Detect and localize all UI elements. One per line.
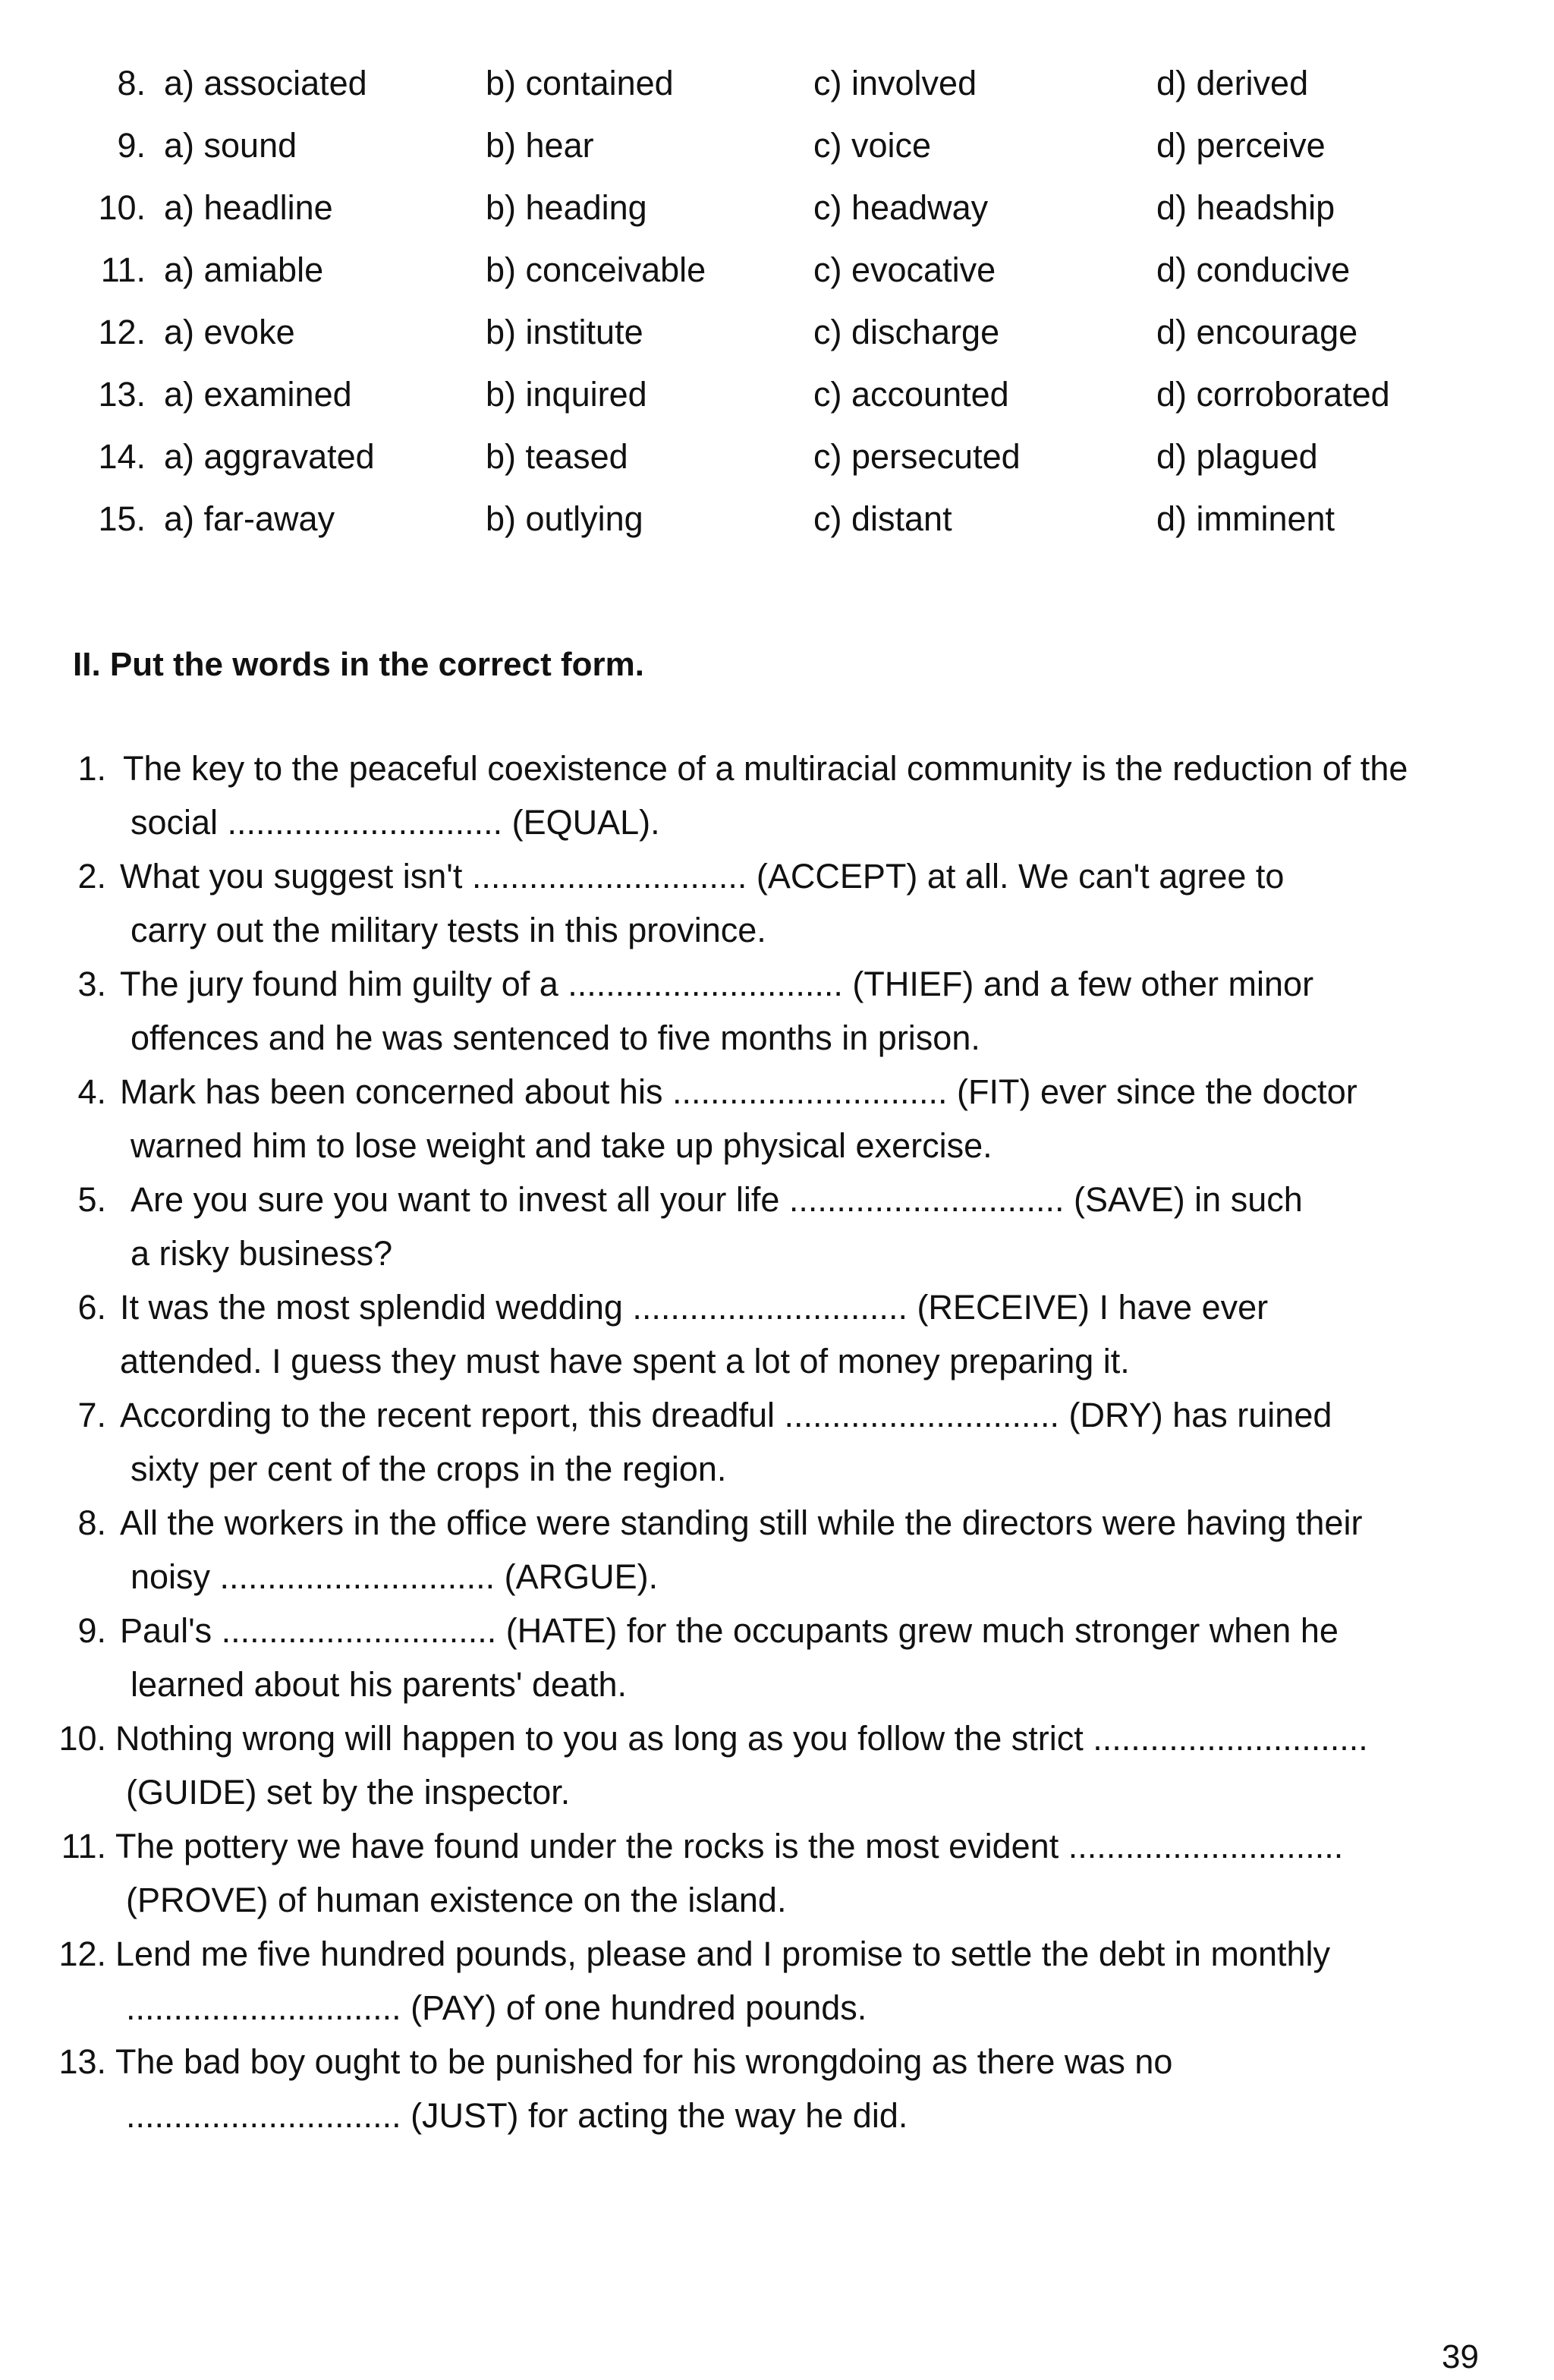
exercise-continuation-line — [0, 1227, 1554, 1280]
choice-row — [0, 244, 1554, 297]
option-d: d) perceive — [1156, 126, 1326, 165]
exercise-number: 7. — [77, 1396, 106, 1434]
option-c: c) distant — [813, 499, 952, 538]
exercise-sentence-text: attended. I guess they must have spent a lot of money preparing it. — [120, 1342, 1130, 1380]
exercise-sentence-text: (PROVE) of human existence on the island. — [126, 1881, 787, 1919]
choice-row — [0, 181, 1554, 235]
option-d: d) corroborated — [1156, 375, 1390, 414]
exercise-first-line — [0, 1497, 1554, 1550]
option-a: a) sound — [164, 126, 297, 165]
option-c: c) accounted — [813, 375, 1009, 414]
option-b: b) contained — [486, 64, 674, 102]
exercise-continuation-line — [0, 904, 1554, 957]
exercise-continuation-line — [0, 1550, 1554, 1604]
exercise-sentence-text: Nothing wrong will happen to you as long as you follow the strict ............................. — [115, 1719, 1368, 1758]
section-heading: II. Put the words in the correct form. — [73, 646, 644, 683]
option-d: d) conducive — [1156, 250, 1351, 289]
exercise-sentence-text: noisy ............................. (ARGUE). — [131, 1557, 659, 1596]
option-d: d) imminent — [1156, 499, 1335, 538]
exercise-sentence-text: warned him to lose weight and take up physical exercise. — [131, 1126, 992, 1165]
exercise-sentence-text: What you suggest isn't ............................. (ACCEPT) at all. We can't agree to — [120, 857, 1285, 896]
exercise-continuation-line — [0, 1119, 1554, 1173]
option-c: c) persecuted — [813, 437, 1021, 476]
exercise-first-line — [0, 1066, 1554, 1119]
option-c: c) evocative — [813, 250, 996, 289]
option-a: a) examined — [164, 375, 352, 414]
option-a: a) aggravated — [164, 437, 375, 476]
option-a: a) far-away — [164, 499, 335, 538]
exercise-sentence-text: social ............................. (EQUAL). — [131, 803, 660, 842]
choice-row — [0, 430, 1554, 483]
exercise-number: 12. — [58, 1935, 106, 1973]
exercise-first-line — [0, 2035, 1554, 2089]
option-b: b) institute — [486, 313, 643, 351]
exercise-sentence-text: learned about his parents' death. — [131, 1665, 628, 1704]
option-b: b) outlying — [486, 499, 643, 538]
exercise-number: 5. — [77, 1180, 106, 1219]
question-number: 13. — [98, 375, 146, 414]
exercise-sentence-text: Are you sure you want to invest all your life ............................. (SAVE) in such — [131, 1180, 1303, 1219]
exercise-first-line — [0, 1712, 1554, 1765]
exercise-first-line — [0, 1820, 1554, 1873]
exercise-number: 1. — [77, 749, 106, 788]
option-a: a) evoke — [164, 313, 295, 351]
option-d: d) derived — [1156, 64, 1309, 102]
exercise-sentence-text: carry out the military tests in this province. — [131, 911, 766, 949]
exercise-first-line — [0, 1281, 1554, 1334]
question-number: 8. — [117, 64, 146, 102]
exercise-continuation-line — [0, 796, 1554, 849]
question-number: 14. — [98, 437, 146, 476]
exercise-number: 13. — [58, 2042, 106, 2081]
exercise-first-line — [0, 850, 1554, 903]
option-c: c) voice — [813, 126, 932, 165]
choice-row — [0, 493, 1554, 546]
exercise-number: 3. — [77, 965, 106, 1003]
option-d: d) headship — [1156, 188, 1335, 227]
exercise-sentence-text: Paul's ............................. (HATE) for the occupants grew much stronger when he — [120, 1611, 1339, 1650]
question-number: 9. — [117, 126, 146, 165]
question-number: 10. — [98, 188, 146, 227]
exercise-sentence-text: ............................. (JUST) for acting the way he did. — [126, 2096, 908, 2135]
exercise-continuation-line — [0, 1335, 1554, 1388]
exercise-number: 9. — [77, 1611, 106, 1650]
option-b: b) hear — [486, 126, 594, 165]
exercise-continuation-line — [0, 1766, 1554, 1819]
exercise-sentence-text: The bad boy ought to be punished for his wrongdoing as there was no — [115, 2042, 1173, 2081]
exercise-sentence-text: offences and he was sentenced to five months in prison. — [131, 1018, 980, 1057]
option-b: b) inquired — [486, 375, 647, 414]
exercise-sentence-text: According to the recent report, this dreadful ............................. (DRY) has ruined — [120, 1396, 1332, 1434]
exercise-sentence-text: Mark has been concerned about his ............................. (FIT) ever since the doctor — [120, 1072, 1357, 1111]
exercise-number: 11. — [61, 1827, 106, 1865]
choice-row — [0, 368, 1554, 421]
exercise-sentence-text: Lend me five hundred pounds, please and I promise to settle the debt in monthly — [115, 1935, 1331, 1973]
exercise-first-line — [0, 1928, 1554, 1981]
option-c: c) involved — [813, 64, 977, 102]
exercise-number: 4. — [77, 1072, 106, 1111]
question-number: 11. — [100, 250, 146, 289]
exercise-sentence-text: The jury found him guilty of a ............................. (THIEF) and a few other minor — [120, 965, 1314, 1003]
exercise-continuation-line — [0, 2089, 1554, 2142]
exercise-sentence-text: It was the most splendid wedding ............................. (RECEIVE) I have ever — [120, 1288, 1269, 1327]
exercise-first-line — [0, 958, 1554, 1011]
exercise-first-line — [0, 1604, 1554, 1658]
exercise-first-line — [0, 1389, 1554, 1442]
exercise-continuation-line — [0, 1012, 1554, 1065]
option-b: b) conceivable — [486, 250, 706, 289]
option-c: c) headway — [813, 188, 989, 227]
exercise-continuation-line — [0, 1982, 1554, 2035]
choice-row — [0, 306, 1554, 359]
option-a: a) amiable — [164, 250, 324, 289]
exercise-continuation-line — [0, 1874, 1554, 1927]
option-c: c) discharge — [813, 313, 1000, 351]
exercise-sentence-text: The pottery we have found under the rocks is the most evident ............................. — [115, 1827, 1344, 1865]
exercise-sentence-text: a risky business? — [131, 1234, 393, 1273]
exercise-number: 6. — [77, 1288, 106, 1327]
question-number: 12. — [98, 313, 146, 351]
exercise-sentence-text: The key to the peaceful coexistence of a multiracial community is the reduction of the — [123, 749, 1408, 788]
exercise-sentence-text: (GUIDE) set by the inspector. — [126, 1773, 571, 1812]
choice-row — [0, 119, 1554, 172]
exercise-number: 2. — [77, 857, 106, 896]
exercise-sentence-text: All the workers in the office were standing still while the directors were having their — [120, 1503, 1363, 1542]
option-a: a) headline — [164, 188, 333, 227]
exercise-sentence-text: sixty per cent of the crops in the region. — [131, 1450, 727, 1488]
choice-row — [0, 57, 1554, 110]
exercise-number: 8. — [77, 1503, 106, 1542]
exercise-continuation-line — [0, 1443, 1554, 1496]
page-number: 39 — [1442, 2338, 1479, 2375]
question-number: 15. — [98, 499, 146, 538]
exercise-first-line — [0, 1173, 1554, 1226]
option-a: a) associated — [164, 64, 367, 102]
exercise-continuation-line — [0, 1658, 1554, 1711]
option-d: d) encourage — [1156, 313, 1358, 351]
option-b: b) heading — [486, 188, 647, 227]
exercise-first-line — [0, 742, 1554, 795]
exercise-sentence-text: ............................. (PAY) of one hundred pounds. — [126, 1988, 867, 2027]
option-d: d) plagued — [1156, 437, 1318, 476]
option-b: b) teased — [486, 437, 628, 476]
exercise-number: 10. — [58, 1719, 106, 1758]
